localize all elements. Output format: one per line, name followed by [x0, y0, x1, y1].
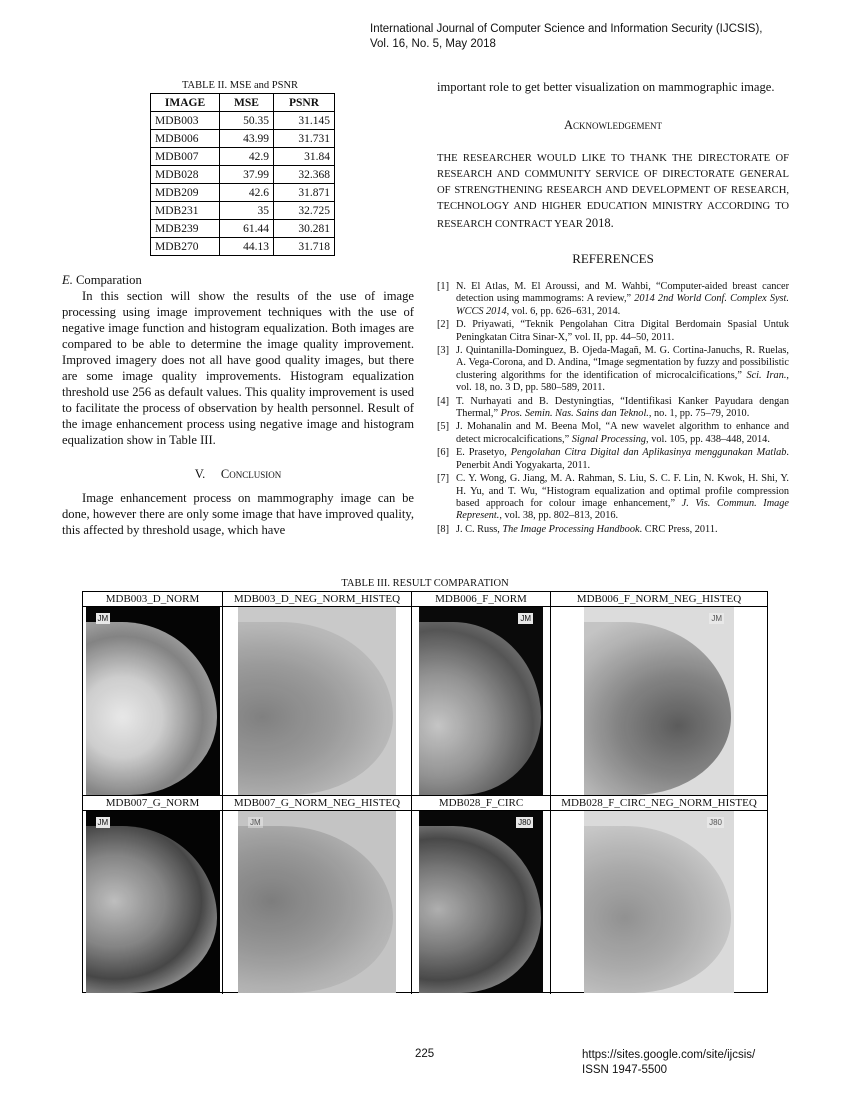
result-cell [412, 592, 551, 796]
reference-number: [7] [437, 473, 450, 485]
result-label: MDB028_F_CIRC_NEG_NORM_HISTEQ [551, 796, 767, 811]
table-row [151, 202, 335, 220]
mammogram-image [238, 607, 396, 795]
mse-cell: 42.6 [220, 184, 274, 202]
image-cell: MDB231 [151, 202, 220, 220]
breast-region [419, 826, 541, 993]
journal-header [370, 22, 762, 52]
breast-region [584, 622, 731, 795]
psnr-cell: 32.368 [274, 166, 335, 184]
result-comparation-table [82, 591, 768, 993]
reference-text: J. Mohanalin and M. Beena Mol, “A new wavelet algorithm to enhance and detect microcalcifications,” Signal Processing, vol. 105, pp. 438–448, 2014. [456, 421, 789, 445]
section-numeral: V. [194, 467, 206, 481]
reference-text: E. Prasetyo, Pengolahan Citra Digital dan Aplikasinya menggunakan Matlab. Penerbit Andi Yogyakarta, 2011. [456, 447, 789, 471]
table-row [151, 220, 335, 238]
image-cell: MDB028 [151, 166, 220, 184]
breast-region [238, 622, 393, 795]
footer-info [582, 1048, 755, 1078]
image-cell: MDB003 [151, 112, 220, 130]
psnr-cell: 31.731 [274, 130, 335, 148]
section-e-heading [62, 272, 414, 288]
breast-region [584, 826, 731, 993]
result-cell [83, 796, 223, 994]
result-label: MDB028_F_CIRC [412, 796, 550, 811]
footer-issn: ISSN 1947-5500 [582, 1064, 668, 1076]
psnr-cell: 31.871 [274, 184, 335, 202]
mse-cell: 43.99 [220, 130, 274, 148]
reference-item [437, 281, 789, 318]
left-column [62, 272, 414, 538]
breast-region [419, 622, 541, 795]
result-cell [223, 592, 412, 796]
references-list [437, 281, 789, 536]
psnr-cell: 32.725 [274, 202, 335, 220]
reference-number: [4] [437, 395, 450, 407]
journal-title: International Journal of Computer Science and Information Security (IJCSIS), [370, 23, 763, 35]
mammogram-image [419, 811, 543, 993]
image-cell: MDB209 [151, 184, 220, 202]
mammogram-image [238, 811, 396, 993]
table-row [151, 166, 335, 184]
mammogram-image [419, 607, 543, 795]
mse-cell: 35 [220, 202, 274, 220]
film-marker: J80 [518, 818, 531, 827]
psnr-cell: 31.145 [274, 112, 335, 130]
reference-item [437, 447, 789, 472]
mse-cell: 61.44 [220, 220, 274, 238]
reference-text: D. Priyawati, “Teknik Pengolahan Citra Digital Berdomain Spasial Untuk Peningkatan Citra Sinar-X,” vol. II, pp. 44–50, 2011. [456, 319, 789, 343]
conclusion-paragraph: Image enhancement process on mammography image can be done, however there are only some image that have improved quality, this affected by threshold usage, which have [62, 491, 414, 537]
journal-volume: Vol. 16, No. 5, May 2018 [370, 38, 496, 50]
table-row [151, 238, 335, 256]
reference-number: [6] [437, 447, 450, 459]
psnr-cell: 31.84 [274, 148, 335, 166]
result-label: MDB006_F_NORM [412, 592, 550, 607]
psnr-cell: 31.718 [274, 238, 335, 256]
reference-item [437, 524, 789, 536]
result-cell [551, 796, 767, 994]
result-cell [551, 592, 767, 796]
reference-text: C. Y. Wong, G. Jiang, M. A. Rahman, S. Liu, S. C. F. Lin, N. Kwok, H. Shi, Y. H. Yu, and T. Wu, “Histogram equalization and optimal profile compression based approach for colour image enhancement,” J. Vis. Commun. Image Represent., vol. 38, pp. 802–813, 2016. [456, 473, 790, 522]
mse-cell: 37.99 [220, 166, 274, 184]
reference-text: J. Quintanilla-Dominguez, B. Ojeda-Magañ, M. G. Cortina-Januchs, R. Ruelas, A. Vega-Corona, and D. Andina, “Image segmentation by fuzzy and possibilistic clustering algorithms for the identification of microcalcifications,” Sci. Iran., vol. 18, no. 3 D, pp. 580–589, 2011. [456, 345, 789, 394]
conclusion-heading [62, 466, 414, 482]
result-label: MDB007_G_NORM_NEG_HISTEQ [223, 796, 411, 811]
column-header: PSNR [274, 94, 335, 112]
result-label: MDB003_D_NORM [83, 592, 222, 607]
result-cell [412, 796, 551, 994]
mammogram-image [86, 607, 220, 795]
film-marker: JM [97, 614, 109, 623]
references-heading: REFERENCES [572, 251, 654, 266]
reference-number: [5] [437, 421, 450, 433]
mammogram-image [584, 811, 734, 993]
image-cell: MDB007 [151, 148, 220, 166]
table-ii-caption: TABLE II. MSE and PSNR [181, 80, 299, 91]
result-label: MDB003_D_NEG_NORM_HISTEQ [223, 592, 411, 607]
mse-psnr-table [150, 93, 335, 256]
film-marker: JM [97, 818, 109, 827]
column-header: MSE [220, 94, 274, 112]
comparation-paragraph: In this section will show the results of the use of image processing using image improvement techniques with the use of negative image function and histogram equalization. Both images are compared to be able to determine the image quality improvement. Improved imagery does not all have good quality images, but there are some image quality improvements. Histogram equalization threshold use 256 as default values. This quality improvement is used to facilitate the process of observation by health personnel. Result of the image enhancement process using negative image and histogram equalization show in Table III. [62, 289, 414, 447]
result-label: MDB006_F_NORM_NEG_HISTEQ [551, 592, 767, 607]
table-row [151, 130, 335, 148]
film-marker: JM [250, 818, 261, 827]
reference-item [437, 473, 789, 523]
reference-number: [8] [437, 523, 450, 535]
section-title: Conclusion [220, 467, 282, 481]
conclusion-continued: important role to get better visualization on mammographic image. [437, 80, 775, 94]
mammogram-image [584, 607, 734, 795]
acknowledgement-heading: Acknowledgement [563, 118, 662, 132]
result-cell [223, 796, 412, 994]
section-label: E. [62, 273, 73, 287]
acknowledgement-text: THE RESEARCHER WOULD LIKE TO THANK THE DIRECTORATE OF RESEARCH AND COMMUNITY SERVICE OF DIRECTORATE GENERAL OF STRENGTHENING RESEARCH AND DEVELOPMENT OF RESEARCH, TECHNOLOGY AND HIGHER EDUCATION MINISTRY ACCORDING TO RESEARCH CONTRACT YEAR 2018. [437, 153, 789, 230]
reference-number: [1] [437, 281, 450, 292]
table-row [151, 112, 335, 130]
image-cell: MDB239 [151, 220, 220, 238]
mammogram-image [86, 811, 220, 993]
table-iii-caption: TABLE III. RESULT COMPARATION [341, 578, 509, 589]
footer-url[interactable]: https://sites.google.com/site/ijcsis/ [582, 1049, 756, 1061]
film-marker: JM [520, 614, 531, 623]
breast-region [238, 826, 393, 993]
reference-text: N. El Atlas, M. El Aroussi, and M. Wahbi, “Computer-aided breast cancer detection using mammograms: A review,” 2014 2nd World Conf. Complex Syst. WCCS 2014, vol. 6, pp. 626–631, 2014. [456, 281, 789, 317]
psnr-cell: 30.281 [274, 220, 335, 238]
reference-number: [2] [437, 319, 450, 331]
page-number: 225 [415, 1048, 435, 1060]
table-row [151, 184, 335, 202]
section-title: Comparation [76, 273, 142, 287]
right-column [437, 79, 789, 537]
mse-cell: 42.9 [220, 148, 274, 166]
film-marker: J80 [709, 818, 722, 827]
film-marker: JM [711, 614, 722, 623]
reference-item [437, 319, 789, 344]
result-cell [83, 592, 223, 796]
image-cell: MDB006 [151, 130, 220, 148]
reference-item [437, 396, 789, 421]
reference-text: J. C. Russ, The Image Processing Handbook. CRC Press, 2011. [456, 523, 718, 535]
image-cell: MDB270 [151, 238, 220, 256]
mse-cell: 50.35 [220, 112, 274, 130]
table-row [151, 148, 335, 166]
reference-text: T. Nurhayati and B. Destyningtias, “Identifikasi Kanker Payudara dengan Thermal,” Pros. Semin. Nas. Sains dan Teknol., no. 1, pp. 75–79, 2010. [456, 395, 789, 420]
table-header-row [151, 94, 335, 112]
mse-cell: 44.13 [220, 238, 274, 256]
column-header: IMAGE [151, 94, 220, 112]
result-label: MDB007_G_NORM [83, 796, 222, 811]
breast-region [86, 622, 217, 795]
breast-region [86, 826, 217, 993]
reference-item [437, 345, 789, 395]
reference-item [437, 421, 789, 446]
reference-number: [3] [437, 345, 450, 357]
